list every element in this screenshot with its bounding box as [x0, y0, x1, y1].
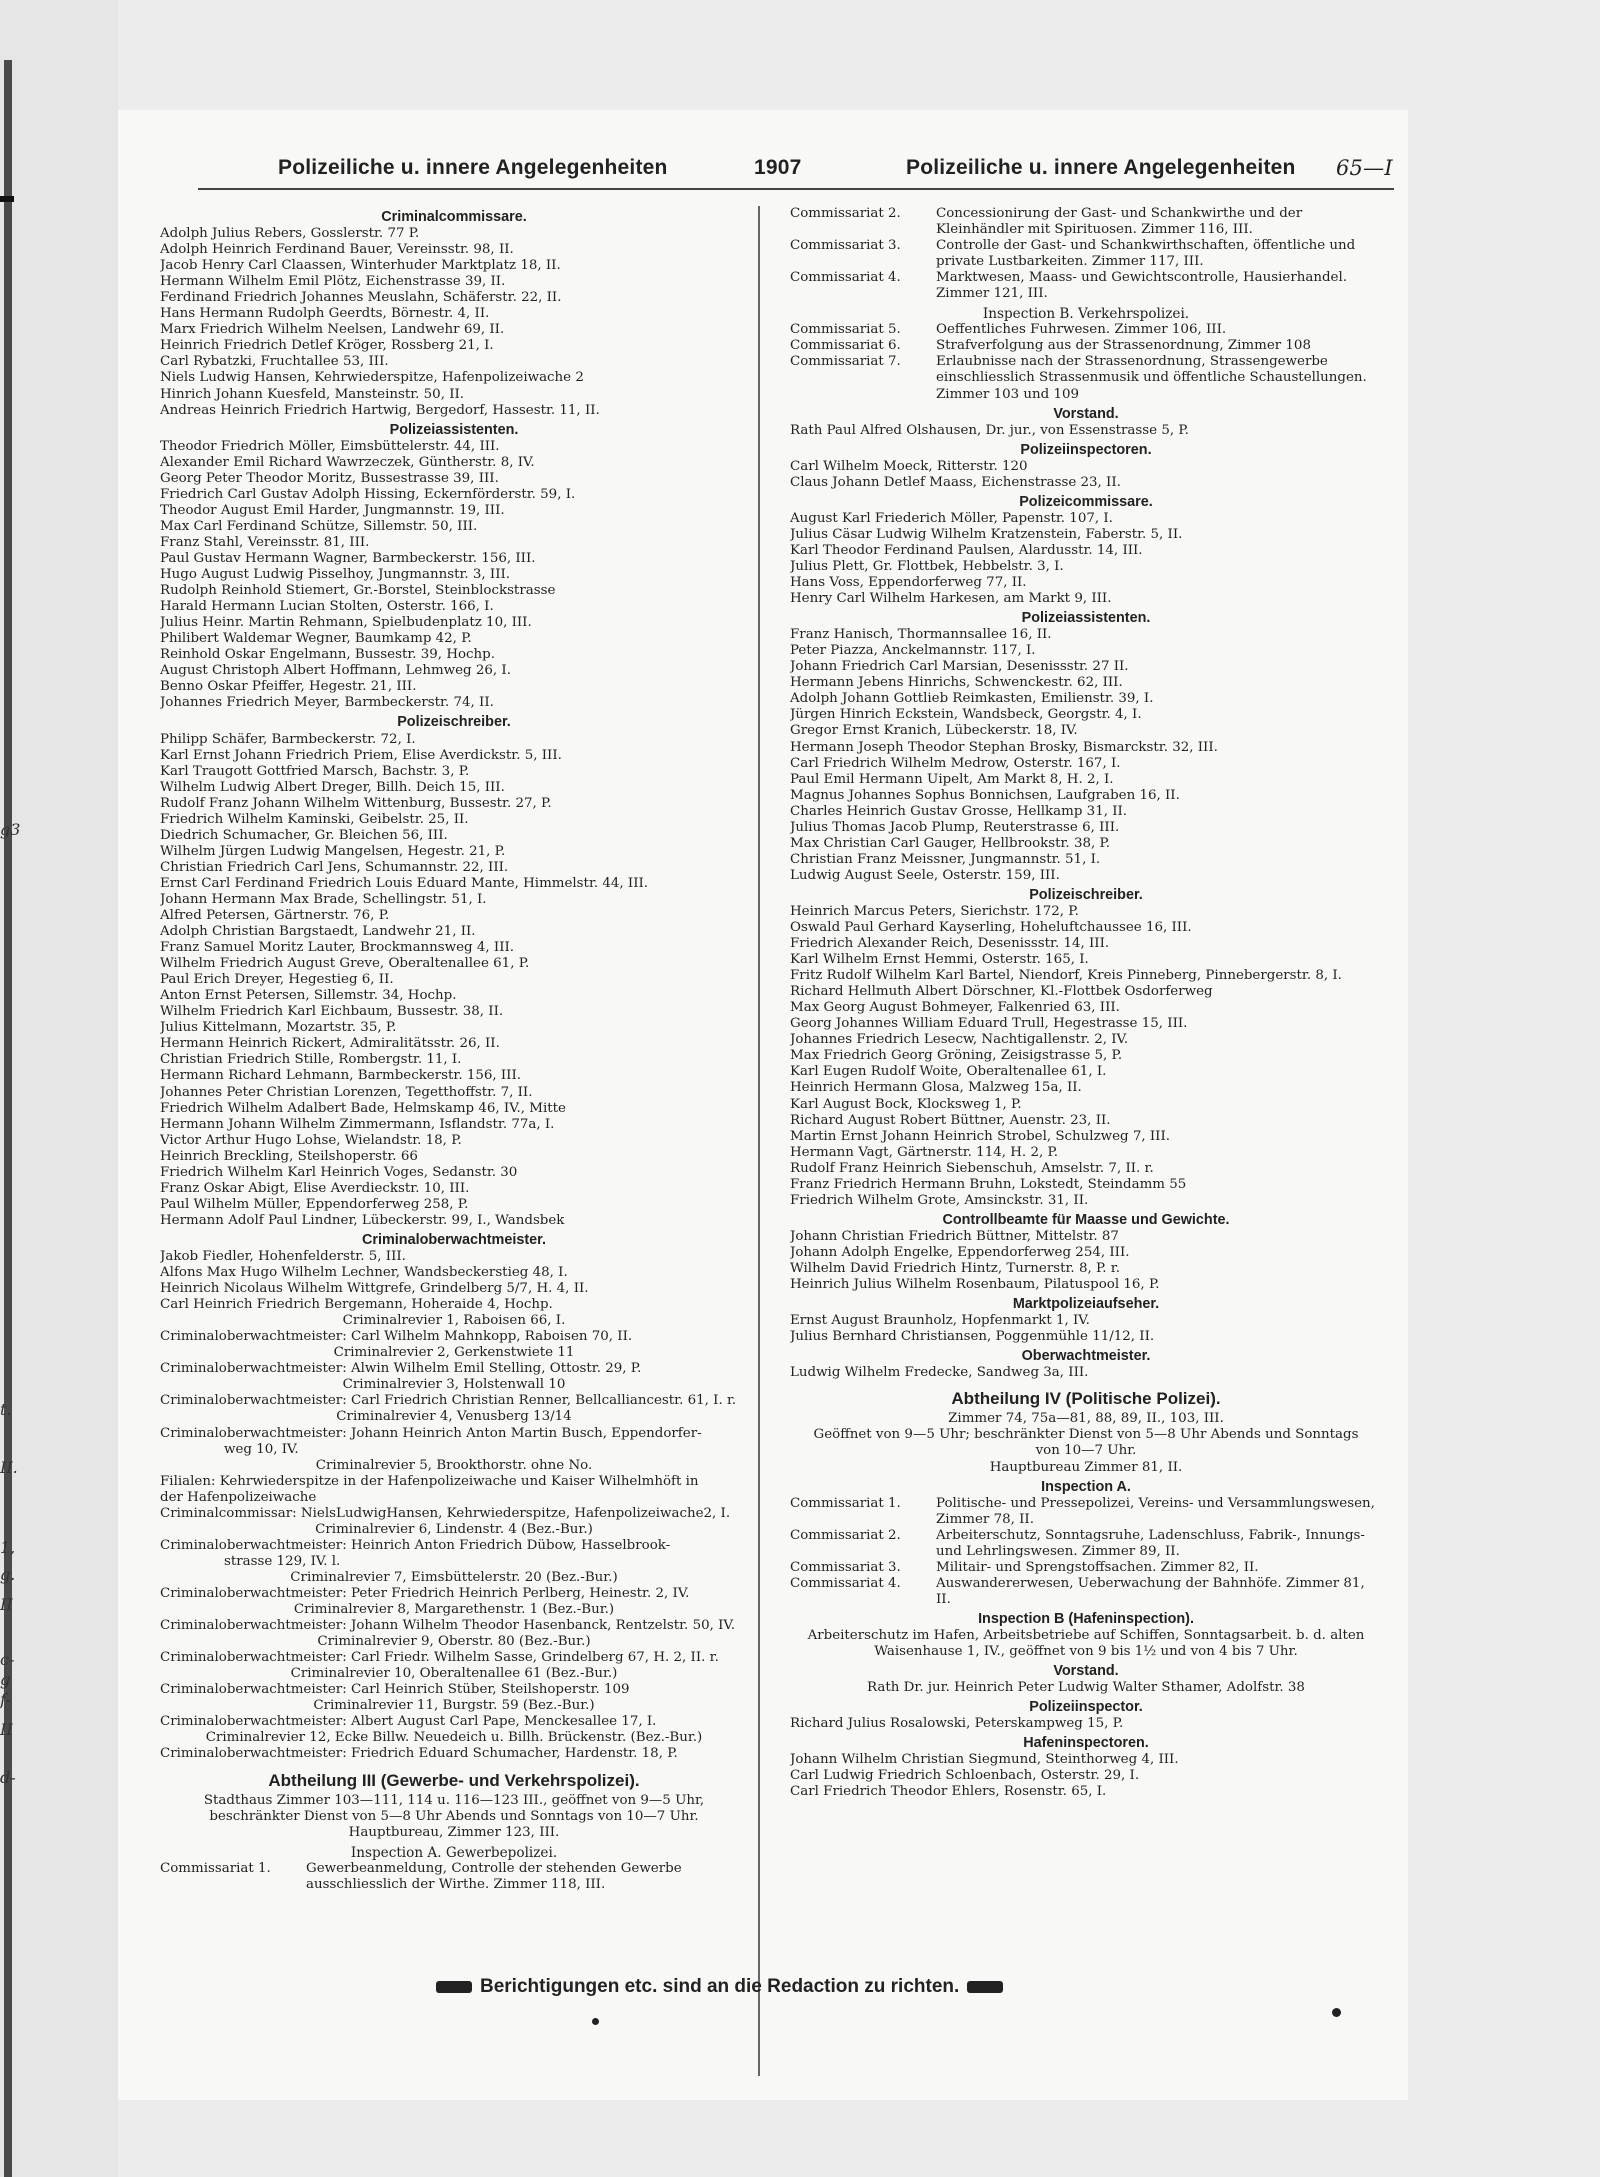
- criminalrevier-heading: Criminalrevier 2, Gerkenstwiete 11: [333, 1345, 575, 1361]
- criminalrevier-line: Criminaloberwachtmeister: Friedrich Eduard Schumacher, Hardenstr. 18, P.: [160, 1746, 678, 1762]
- info-line: beschränkter Dienst von 5—8 Uhr Abends und Sonntags von 10—7 Uhr.: [209, 1808, 699, 1824]
- header-left-title: Polizeiliche u. innere Angelegenheiten: [278, 156, 668, 179]
- hafeninspectoren-list: [790, 1752, 1382, 1800]
- margin-fragment: c-: [0, 1650, 15, 1669]
- entry-line: Max Carl Ferdinand Schütze, Sillemstr. 50, III.: [160, 518, 478, 534]
- entry-line: Hinrich Johann Kuesfeld, Mansteinstr. 50, II.: [160, 386, 465, 402]
- right-column: [790, 206, 1382, 1800]
- criminalrevier-line: Criminaloberwachtmeister: Heinrich Anton Friedrich Dübow, Hasselbrook-: [160, 1537, 671, 1553]
- entry-line: Alexander Emil Richard Wawrzeczek, Güntherstr. 8, IV.: [160, 454, 535, 470]
- entry-line: Rath Paul Alfred Olshausen, Dr. jur., von Essenstrasse 5, P.: [790, 422, 1189, 438]
- section-heading: Polizeischreiber.: [397, 714, 511, 731]
- margin-fragment: II.: [0, 1458, 18, 1477]
- criminalrevier-line: Criminaloberwachtmeister: Johann Wilhelm Theodor Hasenbanck, Rentzelstr. 50, IV.: [160, 1618, 735, 1634]
- section-heading: Polizeiassistenten.: [1021, 610, 1151, 627]
- entry-line: Christian Friedrich Carl Jens, Schumannstr. 22, III.: [160, 859, 509, 875]
- entry-line: Henry Carl Wilhelm Harkesen, am Markt 9, III.: [790, 591, 1112, 607]
- commissariat-description: Concessionirung der Gast- und Schankwirthe und der Kleinhändler mit Spirituosen. Zimmer 116, III.: [936, 206, 1303, 238]
- polizeiinspectoren-list: [790, 459, 1382, 491]
- page-edge-shadow: [4, 60, 12, 2177]
- entry-line: Karl August Bock, Klocksweg 1, P.: [790, 1096, 1022, 1112]
- abtheilung-iv-heading: Abtheilung IV (Politische Polizei).: [951, 1389, 1221, 1409]
- entry-line: Friedrich Wilhelm Kaminski, Geibelstr. 25, II.: [160, 811, 469, 827]
- vorstand-iv-list: [790, 1680, 1382, 1696]
- entry-line: Ernst Carl Ferdinand Friedrich Louis Eduard Mante, Himmelstr. 44, III.: [160, 875, 649, 891]
- inspection-b-heading: Inspection B (Hafeninspection).: [978, 1610, 1194, 1627]
- section-heading: Vorstand.: [1053, 405, 1119, 422]
- commissariat-description: Marktwesen, Maass- und Gewichtscontrolle, Hausierhandel. Zimmer 121, III.: [936, 270, 1347, 302]
- criminalcommissare-list: [160, 226, 748, 419]
- margin-fragment: t.: [0, 1400, 12, 1419]
- abtheilung-iii-info: [160, 1793, 748, 1841]
- criminalrevier-heading: Criminalrevier 11, Burgstr. 59 (Bez.-Bur.): [313, 1698, 595, 1714]
- entry-line: Hermann Joseph Theodor Stephan Brosky, Bismarckstr. 32, III.: [790, 739, 1218, 755]
- entry-line: Johann Adolph Engelke, Eppendorferweg 254, III.: [790, 1244, 1130, 1260]
- entry-line: Reinhold Oskar Engelmann, Bussestr. 39, Hochp.: [160, 647, 496, 663]
- entry-line: Heinrich Julius Wilhelm Rosenbaum, Pilatuspool 16, P.: [790, 1277, 1160, 1293]
- entry-line: Franz Oskar Abigt, Elise Averdieckstr. 10, III.: [160, 1180, 470, 1196]
- entry-line: Adolph Julius Rebers, Gosslerstr. 77 P.: [160, 226, 420, 242]
- entry-line: Rudolph Reinhold Stiemert, Gr.-Borstel, Steinblockstrasse: [160, 583, 556, 599]
- entry-line: Carl Rybatzki, Fruchtallee 53, III.: [160, 354, 389, 370]
- controllbeamte-list: [790, 1229, 1382, 1293]
- entry-line: Johann Friedrich Carl Marsian, Desenissstr. 27 II.: [790, 659, 1129, 675]
- commissariat-description: Arbeiterschutz, Sonntagsruhe, Ladenschluss, Fabrik-, Innungs- und Lehrlingswesen. Zimmer 89, II.: [936, 1527, 1365, 1559]
- info-line: Arbeiterschutz im Hafen, Arbeitsbetriebe auf Schiffen, Sonntagsarbeit. b. d. alten: [807, 1627, 1365, 1643]
- margin-fragment: g3: [0, 820, 21, 839]
- polizeischreiber-list: [160, 732, 748, 1229]
- entry-line: Hermann Vagt, Gärtnerstr. 114, H. 2, P.: [790, 1144, 1059, 1160]
- entry-line: Julius Thomas Jacob Plump, Reuterstrasse 6, III.: [790, 819, 1120, 835]
- entry-line: Franz Hanisch, Thormannsallee 16, II.: [790, 627, 1052, 643]
- section-heading: Polizeiassistenten.: [389, 421, 519, 438]
- info-line: Hauptbureau Zimmer 81, II.: [989, 1459, 1183, 1475]
- entry-line: Richard Julius Rosalowski, Peterskampweg 15, P.: [790, 1716, 1124, 1732]
- commissariat-row: [160, 1861, 748, 1893]
- margin-fragment: II: [0, 1720, 13, 1739]
- entry-line: Hermann Johann Wilhelm Zimmermann, Isflandstr. 77a, I.: [160, 1116, 555, 1132]
- commissariat-label: Commissariat 6.: [790, 338, 901, 354]
- entry-line: Charles Heinrich Gustav Grosse, Hellkamp 31, II.: [790, 803, 1128, 819]
- entry-line: Heinrich Breckling, Steilshoperstr. 66: [160, 1148, 418, 1164]
- commissariat-row: [790, 322, 1382, 338]
- entry-line: Ferdinand Friedrich Johannes Meuslahn, Schäferstr. 22, II.: [160, 290, 562, 306]
- pointing-hand-icon: [436, 1981, 472, 1993]
- entry-line: Karl Eugen Rudolf Woite, Oberaltenallee 61, I.: [790, 1064, 1107, 1080]
- entry-line: Hermann Jebens Hinrichs, Schwenckestr. 62, III.: [790, 675, 1123, 691]
- criminalreviere-list: [160, 1313, 748, 1762]
- entry-line: Max Georg August Bohmeyer, Falkenried 63, III.: [790, 1000, 1120, 1016]
- entry-line: Hans Voss, Eppendorferweg 77, II.: [790, 575, 1027, 591]
- criminalrevier-heading: Criminalrevier 4, Venusberg 13/14: [336, 1409, 572, 1425]
- section-heading: Vorstand.: [1053, 1663, 1119, 1680]
- abtheilung-iv-info: [790, 1411, 1382, 1475]
- entry-line: Paul Wilhelm Müller, Eppendorferweg 258, P.: [160, 1196, 469, 1212]
- entry-line: Niels Ludwig Hansen, Kehrwiederspitze, Hafenpolizeiwache 2: [160, 370, 584, 386]
- section-heading: Criminalcommissare.: [381, 209, 527, 225]
- commissariat-label: Commissariat 7.: [790, 354, 901, 370]
- entry-line: Max Friedrich Georg Gröning, Zeisigstrasse 5, P.: [790, 1048, 1123, 1064]
- entry-line: Wilhelm Jürgen Ludwig Mangelsen, Hegestr. 21, P.: [160, 843, 506, 859]
- entry-line: Hermann Wilhelm Emil Plötz, Eichenstrasse 39, II.: [160, 274, 506, 290]
- commissariat-description: Erlaubnisse nach der Strassenordnung, Strassengewerbe einschliesslich Strassenmusik und öffentliche Schaustellungen. Zimmer 103 und 109: [936, 354, 1367, 402]
- criminalrevier-heading: Criminalrevier 8, Margarethenstr. 1 (Bez.-Bur.): [293, 1602, 615, 1618]
- entry-line: Friedrich Wilhelm Karl Heinrich Voges, Sedanstr. 30: [160, 1164, 518, 1180]
- entry-line: Georg Johannes William Eduard Trull, Hegestrasse 15, III.: [790, 1016, 1188, 1032]
- entry-line: Georg Peter Theodor Moritz, Bussestrasse 39, III.: [160, 470, 499, 486]
- entry-line: Jürgen Hinrich Eckstein, Wandsbeck, Georgstr. 4, I.: [790, 707, 1142, 723]
- entry-line: Carl Heinrich Friedrich Bergemann, Hoheraide 4, Hochp.: [160, 1297, 553, 1313]
- entry-line: Oswald Paul Gerhard Kayserling, Hoheluftchaussee 16, III.: [790, 920, 1192, 936]
- criminalrevier-heading: Criminalrevier 12, Ecke Billw. Neuedeich u. Billh. Brückenstr. (Bez.-Bur.): [205, 1730, 703, 1746]
- entry-line: Anton Ernst Petersen, Sillemstr. 34, Hochp.: [160, 988, 457, 1004]
- abtheilung-iii-heading: Abtheilung III (Gewerbe- und Verkehrspolizei).: [268, 1770, 640, 1790]
- entry-line: Hugo August Ludwig Pisselhoy, Jungmannstr. 3, III.: [160, 567, 511, 583]
- header-year: 1907: [754, 156, 802, 179]
- criminalrevier-line: Filialen: Kehrwiederspitze in der Hafenpolizeiwache und Kaiser Wilhelmhöft in: [160, 1473, 699, 1489]
- info-line: Stadthaus Zimmer 103—111, 114 u. 116—123 III., geöffnet von 9—5 Uhr,: [203, 1792, 705, 1808]
- entry-line: Christian Franz Meissner, Jungmannstr. 51, I.: [790, 851, 1101, 867]
- entry-line: Benno Oskar Pfeiffer, Hegestr. 21, III.: [160, 679, 417, 695]
- commissariat-row: [790, 1560, 1382, 1576]
- previous-page-strip: [0, 0, 118, 2177]
- criminalrevier-line: der Hafenpolizeiwache: [160, 1489, 317, 1505]
- commissariat-row: [790, 1576, 1382, 1608]
- criminalrevier-line: Criminaloberwachtmeister: Carl Wilhelm Mahnkopp, Raboisen 70, II.: [160, 1329, 633, 1345]
- commissariat-description: Strafverfolgung aus der Strassenordnung, Zimmer 108: [936, 338, 1311, 354]
- criminaloberwachtmeister-list: [160, 1249, 748, 1313]
- marktpolizeiaufseher-list: [790, 1313, 1382, 1345]
- header-rule: [198, 188, 1394, 190]
- entry-line: Ernst August Braunholz, Hopfenmarkt 1, IV.: [790, 1313, 1090, 1329]
- info-line: von 10—7 Uhr.: [1035, 1443, 1137, 1459]
- section-heading: Controllbeamte für Maasse und Gewichte.: [942, 1211, 1230, 1228]
- entry-line: Paul Gustav Hermann Wagner, Barmbeckerstr. 156, III.: [160, 550, 536, 566]
- directory-page: [118, 110, 1408, 2100]
- commissariat-label: Commissariat 4.: [790, 1575, 901, 1591]
- entry-line: Karl Theodor Ferdinand Paulsen, Alardusstr. 14, III.: [790, 542, 1143, 558]
- criminalrevier-line: Criminaloberwachtmeister: Carl Friedr. Wilhelm Sasse, Grindelberg 67, H. 2, II. r.: [160, 1650, 719, 1666]
- entry-line: Johannes Peter Christian Lorenzen, Tegetthoffstr. 7, II.: [160, 1084, 533, 1100]
- commissariate-top: [790, 206, 1382, 302]
- polizeicommissare-list: [790, 511, 1382, 607]
- section-heading: Polizeiinspectoren.: [1020, 441, 1152, 458]
- entry-line: Philipp Schäfer, Barmbeckerstr. 72, I.: [160, 731, 416, 747]
- abtheilung-iv-commissariate: [790, 1496, 1382, 1608]
- margin-fragment: g.: [0, 1565, 16, 1584]
- inspection-a-heading: Inspection A. Gewerbepolizei.: [350, 1844, 558, 1861]
- entry-line: Alfons Max Hugo Wilhelm Lechner, Wandsbeckerstieg 48, I.: [160, 1265, 568, 1281]
- criminalrevier-line: Criminaloberwachtmeister: Albert August Carl Pape, Menckesallee 17, I.: [160, 1714, 657, 1730]
- entry-line: Karl Ernst Johann Friedrich Priem, Elise Averdickstr. 5, III.: [160, 747, 562, 763]
- entry-line: Richard Hellmuth Albert Dörschner, Kl.-Flottbek Osdorferweg: [790, 984, 1213, 1000]
- section-heading: Polizeicommissare.: [1019, 493, 1153, 510]
- entry-line: Heinrich Marcus Peters, Sierichstr. 172, P.: [790, 903, 1079, 919]
- entry-line: Friedrich Carl Gustav Adolph Hissing, Eckernförderstr. 59, I.: [160, 486, 576, 502]
- commissariat-row: [790, 1496, 1382, 1528]
- criminalrevier-line: weg 10, IV.: [224, 1441, 299, 1457]
- commissariate-b: [790, 322, 1382, 402]
- entry-line: Hermann Adolf Paul Lindner, Lübeckerstr. 99, I., Wandsbek: [160, 1212, 565, 1228]
- entry-line: Paul Erich Dreyer, Hegestieg 6, II.: [160, 972, 394, 988]
- entry-line: Heinrich Hermann Glosa, Malzweg 15a, II.: [790, 1080, 1082, 1096]
- commissariat-label: Commissariat 5.: [790, 322, 901, 338]
- oberwachtmeister-list: [790, 1365, 1382, 1381]
- entry-line: August Christoph Albert Hoffmann, Lehmweg 26, I.: [160, 663, 511, 679]
- section-heading: Marktpolizeiaufseher.: [1012, 1296, 1160, 1313]
- entry-line: Franz Samuel Moritz Lauter, Brockmannsweg 4, III.: [160, 940, 515, 956]
- commissariat-row: [790, 1528, 1382, 1560]
- criminalrevier-line: Criminaloberwachtmeister: Carl Friedrich Christian Renner, Bellcalliancestr. 61, I. r.: [160, 1393, 737, 1409]
- footer-notice: [428, 1976, 1011, 1998]
- entry-line: Martin Ernst Johann Heinrich Strobel, Schulzweg 7, III.: [790, 1128, 1171, 1144]
- commissariat-label: Commissariat 4.: [790, 270, 901, 286]
- polizeiinspector-list: [790, 1716, 1382, 1732]
- commissariat-description: Oeffentliches Fuhrwesen. Zimmer 106, III.: [936, 322, 1227, 338]
- entry-line: Johannes Friedrich Lesecw, Nachtigallenstr. 2, IV.: [790, 1032, 1129, 1048]
- entry-line: Friedrich Wilhelm Grote, Amsinckstr. 31, II.: [790, 1192, 1089, 1208]
- info-line: Waisenhause 1, IV., geöffnet von 9 bis 1½ und von 4 bis 7 Uhr.: [874, 1644, 1298, 1660]
- vorstand-list: [790, 423, 1382, 439]
- inspection-b-heading: Inspection B. Verkehrspolizei.: [982, 306, 1190, 323]
- commissariat-description: Controlle der Gast- und Schankwirthschaften, öffentliche und private Lustbarkeiten. Zimmer 117, III.: [936, 238, 1356, 270]
- commissariat-label: Commissariat 2.: [790, 206, 901, 221]
- margin-fragment: 1,: [0, 1538, 16, 1557]
- commissariat-description: Auswandererwesen, Ueberwachung der Bahnhöfe. Zimmer 81, II.: [936, 1575, 1365, 1607]
- commissariat-row: [790, 238, 1382, 270]
- entry-line: Adolph Johann Gottlieb Reimkasten, Emilienstr. 39, I.: [790, 691, 1154, 707]
- criminalrevier-line: Criminaloberwachtmeister: Alwin Wilhelm Emil Stelling, Ottostr. 29, P.: [160, 1361, 642, 1377]
- info-line: Rath Dr. jur. Heinrich Peter Ludwig Walter Sthamer, Adolfstr. 38: [867, 1680, 1305, 1696]
- criminalrevier-heading: Criminalrevier 5, Brookthorstr. ohne No.: [315, 1457, 593, 1473]
- entry-line: Magnus Johannes Sophus Bonnichsen, Laufgraben 16, II.: [790, 787, 1180, 803]
- entry-line: Carl Wilhelm Moeck, Ritterstr. 120: [790, 458, 1028, 474]
- criminalrevier-line: Criminaloberwachtmeister: Peter Friedrich Heinrich Perlberg, Heinestr. 2, IV.: [160, 1585, 690, 1601]
- running-header: [118, 150, 1408, 190]
- commissariat-description: Politische- und Pressepolizei, Vereins- und Versammlungswesen, Zimmer 78, II.: [936, 1495, 1375, 1527]
- entry-line: Christian Friedrich Stille, Rombergstr. 11, I.: [160, 1052, 462, 1068]
- entry-line: Johann Wilhelm Christian Siegmund, Steinthorweg 4, III.: [790, 1752, 1179, 1768]
- entry-line: Max Christian Carl Gauger, Hellbrookstr. 38, P.: [790, 835, 1111, 851]
- commissariat-description: Militair- und Sprengstoffsachen. Zimmer 82, II.: [936, 1559, 1259, 1575]
- edge-mark: [0, 196, 14, 202]
- commissariat-label: Commissariat 1.: [790, 1495, 901, 1511]
- entry-line: Julius Kittelmann, Mozartstr. 35, P.: [160, 1020, 397, 1036]
- entry-line: Victor Arthur Hugo Lohse, Wielandstr. 18, P.: [160, 1132, 462, 1148]
- entry-line: Hermann Richard Lehmann, Barmbeckerstr. 156, III.: [160, 1068, 522, 1084]
- left-column: [160, 206, 748, 1893]
- entry-line: Ludwig Wilhelm Fredecke, Sandweg 3a, III.: [790, 1365, 1089, 1381]
- criminalrevier-heading: Criminalrevier 7, Eimsbüttelerstr. 20 (Bez.-Bur.): [290, 1569, 618, 1585]
- criminalrevier-line: Criminaloberwachtmeister: Johann Heinrich Anton Martin Busch, Eppendorfer-: [160, 1425, 702, 1441]
- margin-fragment: g: [0, 1670, 11, 1689]
- pointing-hand-icon: [967, 1981, 1003, 1993]
- polizeiassistenten-list: [160, 439, 748, 712]
- entry-line: Carl Ludwig Friedrich Schloenbach, Osterstr. 29, I.: [790, 1768, 1140, 1784]
- entry-line: Marx Friedrich Wilhelm Neelsen, Landwehr 69, II.: [160, 322, 505, 338]
- entry-line: Jacob Henry Carl Claassen, Winterhuder Marktplatz 18, II.: [160, 258, 561, 274]
- entry-line: Richard August Robert Büttner, Auenstr. 23, II.: [790, 1112, 1111, 1128]
- criminalrevier-heading: Criminalrevier 10, Oberaltenallee 61 (Bez.-Bur.): [290, 1666, 618, 1682]
- commissariat-row: [790, 354, 1382, 402]
- polizeischreiber-list: [790, 904, 1382, 1209]
- entry-line: Friedrich Alexander Reich, Desenissstr. 14, III.: [790, 936, 1110, 952]
- entry-line: Alfred Petersen, Gärtnerstr. 76, P.: [160, 908, 390, 924]
- entry-line: Franz Stahl, Vereinsstr. 81, III.: [160, 534, 370, 550]
- info-line: Hauptbureau, Zimmer 123, III.: [348, 1824, 560, 1840]
- criminalrevier-line: Criminalcommissar: NielsLudwigHansen, Kehrwiederspitze, Hafenpolizeiwache2, I.: [160, 1505, 731, 1521]
- entry-line: Wilhelm Friedrich Karl Eichbaum, Bussestr. 38, II.: [160, 1004, 504, 1020]
- entry-line: Jakob Fiedler, Hohenfelderstr. 5, III.: [160, 1249, 406, 1264]
- entry-line: Karl Traugott Gottfried Marsch, Bachstr. 3, P.: [160, 763, 470, 779]
- entry-line: Karl Wilhelm Ernst Hemmi, Osterstr. 165, I.: [790, 952, 1089, 968]
- entry-line: Theodor August Emil Harder, Jungmannstr. 19, III.: [160, 502, 505, 518]
- entry-line: Wilhelm Ludwig Albert Dreger, Billh. Deich 15, III.: [160, 779, 505, 795]
- ink-dot: [592, 2018, 599, 2025]
- criminalrevier-line: strasse 129, IV. l.: [224, 1553, 341, 1569]
- entry-line: Claus Johann Detlef Maass, Eichenstrasse 23, II.: [790, 474, 1121, 490]
- entry-line: Harald Hermann Lucian Stolten, Osterstr. 166, I.: [160, 599, 494, 615]
- criminalrevier-heading: Criminalrevier 3, Holstenwall 10: [342, 1377, 566, 1393]
- page-number: 65—I: [1336, 156, 1393, 180]
- entry-line: Hermann Heinrich Rickert, Admiralitätsstr. 26, II.: [160, 1036, 500, 1052]
- commissariat-description: Gewerbeanmeldung, Controlle der stehenden Gewerbe ausschliesslich der Wirthe. Zimmer 118, III.: [306, 1860, 682, 1892]
- criminalrevier-heading: Criminalrevier 9, Oberstr. 80 (Bez.-Bur.): [317, 1634, 591, 1650]
- entry-line: Carl Friedrich Theodor Ehlers, Rosenstr. 65, I.: [790, 1784, 1107, 1800]
- entry-line: Franz Friedrich Hermann Bruhn, Lokstedt, Steindamm 55: [790, 1176, 1187, 1192]
- footer-text: Berichtigungen etc. sind an die Redaction zu richten.: [480, 1976, 960, 1997]
- info-line: Geöffnet von 9—5 Uhr; beschränkter Dienst von 5—8 Uhr Abends und Sonntags: [813, 1427, 1359, 1443]
- entry-line: Diedrich Schumacher, Gr. Bleichen 56, III.: [160, 827, 448, 843]
- entry-line: Hans Hermann Rudolph Geerdts, Börnestr. 4, II.: [160, 306, 490, 322]
- ink-dot: [1332, 2008, 1341, 2017]
- entry-line: Rudolf Franz Heinrich Siebenschuh, Amselstr. 7, II. r.: [790, 1160, 1154, 1176]
- entry-line: Theodor Friedrich Möller, Eimsbüttelerstr. 44, III.: [160, 438, 500, 454]
- criminalrevier-line: Criminaloberwachtmeister: Carl Heinrich Stüber, Steilshoperstr. 109: [160, 1682, 630, 1698]
- entry-line: Ludwig August Seele, Osterstr. 159, III.: [790, 867, 1060, 883]
- entry-line: Paul Emil Hermann Uipelt, Am Markt 8, H. 2, I.: [790, 771, 1114, 787]
- commissariat-row: [790, 338, 1382, 354]
- entry-line: Peter Piazza, Anckelmannstr. 117, I.: [790, 643, 1036, 659]
- criminalrevier-heading: Criminalrevier 1, Raboisen 66, I.: [342, 1313, 566, 1329]
- section-heading: Hafeninspectoren.: [1023, 1735, 1149, 1752]
- entry-line: Heinrich Friedrich Detlef Kröger, Rossberg 21, I.: [160, 338, 494, 354]
- entry-line: Johann Christian Friedrich Büttner, Mittelstr. 87: [790, 1228, 1119, 1244]
- entry-line: Fritz Rudolf Wilhelm Karl Bartel, Niendorf, Kreis Pinneberg, Pinnebergerstr. 8, I.: [790, 968, 1342, 984]
- section-heading: Oberwachtmeister.: [1021, 1348, 1151, 1365]
- entry-line: Heinrich Nicolaus Wilhelm Wittgrefe, Grindelberg 5/7, H. 4, II.: [160, 1281, 589, 1297]
- entry-line: Adolph Heinrich Ferdinand Bauer, Vereinsstr. 98, II.: [160, 242, 514, 258]
- inspection-a-heading: Inspection A.: [1041, 1478, 1131, 1495]
- entry-line: August Karl Friederich Möller, Papenstr. 107, I.: [790, 510, 1113, 526]
- section-heading: Polizeischreiber.: [1029, 886, 1143, 903]
- hafeninspection-info: [790, 1628, 1382, 1660]
- entry-line: Johann Hermann Max Brade, Schellingstr. 51, I.: [160, 891, 487, 907]
- commissariat-label: Commissariat 3.: [790, 238, 901, 254]
- entry-line: Wilhelm Friedrich August Greve, Oberaltenallee 61, P.: [160, 956, 530, 972]
- info-line: Zimmer 74, 75a—81, 88, 89, II., 103, III.: [948, 1411, 1224, 1427]
- entry-line: Adolph Christian Bargstaedt, Landwehr 21, II.: [160, 924, 476, 940]
- entry-line: Gregor Ernst Kranich, Lübeckerstr. 18, IV.: [790, 723, 1078, 739]
- entry-line: Julius Bernhard Christiansen, Poggenmühle 11/12, II.: [790, 1329, 1155, 1345]
- entry-line: Julius Cäsar Ludwig Wilhelm Kratzenstein, Faberstr. 5, II.: [790, 526, 1183, 542]
- section-heading: Criminaloberwachtmeister.: [362, 1231, 546, 1248]
- column-divider: [758, 206, 760, 2076]
- header-right-title: Polizeiliche u. innere Angelegenheiten: [906, 156, 1296, 179]
- commissariat-label: Commissariat 3.: [790, 1559, 901, 1575]
- entry-line: Friedrich Wilhelm Adalbert Bade, Helmskamp 46, IV., Mitte: [160, 1100, 566, 1116]
- entry-line: Johannes Friedrich Meyer, Barmbeckerstr. 74, II.: [160, 695, 494, 711]
- commissariat-row: [790, 206, 1382, 238]
- polizeiassistenten-list: [790, 627, 1382, 884]
- commissariat-label: Commissariat 2.: [790, 1527, 901, 1543]
- criminalrevier-heading: Criminalrevier 6, Lindenstr. 4 (Bez.-Bur.): [315, 1521, 593, 1537]
- section-heading: Polizeiinspector.: [1029, 1699, 1143, 1716]
- entry-line: Andreas Heinrich Friedrich Hartwig, Bergedorf, Hassestr. 11, II.: [160, 402, 600, 418]
- entry-line: Wilhelm David Friedrich Hintz, Turnerstr. 8, P. r.: [790, 1261, 1120, 1276]
- commissariat-label: Commissariat 1.: [160, 1860, 271, 1876]
- entry-line: Philibert Waldemar Wegner, Baumkamp 42, P.: [160, 631, 472, 647]
- entry-line: Julius Plett, Gr. Flottbek, Hebbelstr. 3, I.: [790, 558, 1064, 574]
- entry-line: Rudolf Franz Johann Wilhelm Wittenburg, Bussestr. 27, P.: [160, 795, 552, 811]
- commissariat-row: [790, 270, 1382, 302]
- margin-fragment: f-: [0, 1690, 11, 1709]
- margin-fragment: d-: [0, 1768, 16, 1787]
- entry-line: Julius Heinr. Martin Rehmann, Spielbudenplatz 10, III.: [160, 615, 532, 631]
- entry-line: Carl Friedrich Wilhelm Medrow, Osterstr. 167, I.: [790, 755, 1121, 771]
- margin-fragment: II: [0, 1595, 13, 1614]
